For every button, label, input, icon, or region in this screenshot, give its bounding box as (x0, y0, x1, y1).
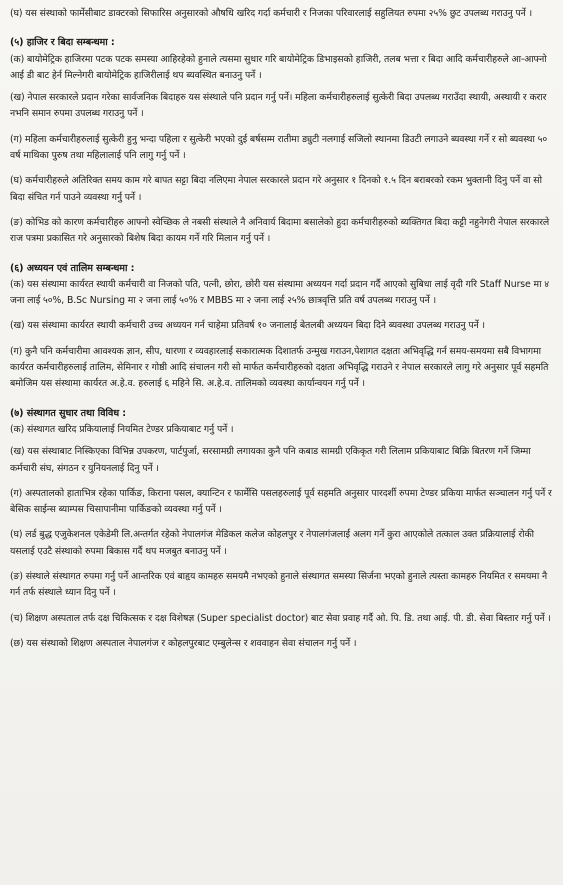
clause-5-gha: (घ) कर्मचारीहरुले अतिरिक्त समय काम गरे बापत सट्टा बिदा नलिएमा नेपाल सरकारले प्रदान गरे अनुसार १ दिनको १.५ दिन बराबरको रकम भुक्तानी दिनु पर्ने वा सो बिदा संचित गर्न पाउने व्यवस्था गर्नु पर्ने । (10, 175, 542, 203)
clause-5-ka: (क) बायोमेट्रिक हाजिरमा पटक पटक समस्या आहिरहेको हुनाले त्यसमा सुधार गरि बायोमेट्रिक डिभाइसको हाजिरी, तलब भत्ता र बिदा आदि कर्मचारीहरुले आ-आफ्नो आई डी बाट हेर्न मिल्नेगरी बायोमेट्रिक हाजिरीलाई थप ब्यवस्थित बनाउनु पर्ने । (10, 53, 547, 81)
clause-5-ga: (ग) महिला कर्मचारीहरुलाई सुत्केरी हुनु भन्दा पहिला र सुत्केरी भएको दुई बर्षसम्म रातीमा ड्युटी नलगाई सजिलो स्थानमा डिउटी लगाउने ब्यवस्था गर्ने र सो ब्यवस्था ५० वर्ष माथिका पुरुष तथा महिलालाई पनि लागु गर्नु पर्ने । (10, 133, 548, 162)
clause-7-kha: (ख) यस संस्थाबाट निस्किएका विभिन्न उपकरण, पार्टपुर्जा, सरसामग्री लगायका कुनै पनि कबाड सामग्री एकिकृत गरी लिलाम प्रकियाबाट बिक्रि बितरण गर्ने जिम्मा कर्मचारी संघ, संगठन र युनियनलाई दिनु पर्ने । (10, 446, 531, 474)
section-7-heading: (७) संस्थागत सुधार तथा विविध : (10, 407, 127, 419)
clause-7-chha: (छ) यस संस्थाको शिक्षण अस्पताल नेपालगंज र कोहलपुरबाट एम्बुलेन्स र शववाहन सेवा संचालन गर्नु पर्ने । (10, 637, 357, 649)
section-5-heading: (५) हाजिर र बिदा सम्बन्धमा : (10, 37, 115, 49)
clause-6-ga: (ग) कुनै पनि कर्मचारीमा आवश्यक ज्ञान, सीप, धारणा र व्यवहारलाई सकारात्मक दिशातर्फ उन्मुख गराउन,पेशागत दक्षता अभिवृद्धि गर्न समय-समयमा सबै विभागमा कार्यरत कर्मचारीहरुलाई तालिम, सेमिनार र गोष्ठी आदि संचालन गरी सो मार्फत कर्मचारीहरुको दक्षता अभिवृद्धि गराउने र नेपाल सरकारले लागु गरे अनुसार पूर्व सहमति बमोजिम यस संस्थामा कार्यरत अ.हे.व. हरुलाई ६ महिने सि. अ.हे.व. तालिमको व्यवस्था कार्यान्वयन गर्नु पर्ने । (10, 345, 549, 390)
clause-7-gha: (घ) लर्ड बुद्ध एजुकेशनल एकेडेमी लि.अन्तर्गत रहेको नेपालगंज मेडिकल कलेज कोहलपुर र नेपालगंजलाई अलग गर्ने कुरा आएकोले तत्काल उक्त प्रक्रियालाई रोकी यसलाई एउटै संस्थाको रुपमा बिकास गर्दै थप मजबुत बनाउनु पर्ने । (10, 529, 534, 557)
clause-7-nga: (ङ) संस्थाले संस्थागत रुपमा गर्नु पर्ने आन्तरिक एवं बाहृय कामहरु समयमै नभएको हुनाले संस्थागत समस्या सिर्जना भएको हुनाले त्यस्ता कामहरु नियमित र समयमा नै गर्न तर्फ संस्थाले ध्यान दिनु पर्ने । (10, 571, 548, 599)
clause-intro-gha: (घ) यस संस्थाको फार्मेसीबाट डाक्टरको सिफारिस अनुसारको औषधि खरिद गर्दा कर्मचारी र निजका परिवारलाई सहुलियत रुपमा २५% छुट उपलब्ध गराउनु पर्ने । (10, 8, 533, 19)
clause-6-kha: (ख) यस संस्थामा कार्यरत स्थायी कर्मचारी उच्च अध्ययन गर्न चाहेमा प्रतिवर्ष १० जनालाई बेतलबी अध्ययन बिदा दिने ब्यवस्था उपलब्ध गराउनु पर्ने । (10, 320, 485, 332)
section-6-heading: (६) अध्ययन एवं तालिम सम्बन्धमा : (10, 262, 135, 274)
clause-5-nga: (ङ) कोभिड को कारण कर्मचारीहरु आफ्नो स्वेच्छिक ले नबसी संस्थाले नै अनिवार्य बिदामा बसालेको हुदा कर्मचारीहरुको ब्यक्तिगत बिदा कट्टी नहुनेगरी नेपाल सरकारले राज पत्रमा प्रकासित गरे अनुसारको बिशेष बिदा कायम गर्ने गरि मिलान गर्नु पर्ने । (10, 216, 550, 245)
clause-5-kha: (ख) नेपाल सरकारले प्रदान गरेका सार्वजनिक बिदाहरु यस संस्थाले पनि प्रदान गर्नु पर्ने। महिला कर्मचारीहरुलाई सुत्केरी बिदा उपलब्ध गराउँदा स्थायी, अस्थायी र करार नभनि समान रुपमा उपलब्ध गराउनु पर्ने । (10, 92, 547, 120)
clause-6-ka: (क) यस संस्थामा कार्यरत स्थायी कर्मचारी वा निजको पति, पत्नी, छोरा, छोरी यस संस्थामा अध्ययन गर्दा प्रदान गर्दै आएको सुबिधा लाई वृदी गरि Staff Nurse मा ४ जना लाई ५०%, B.Sc Nursing मा २ जना लाई ५०% र MBBS मा २ जना लाई २५% छात्रवृत्ति प्रति वर्ष उपलब्ध गराउनु पर्ने । (10, 278, 549, 307)
clause-7-cha: (च) शिक्षण अस्पताल तर्फ दक्ष चिकित्सक र दक्ष विशेषज्ञ (Super specialist doctor) बाट सेवा प्रवाह गर्दै ओ. पि. डि. तथा आई. पी. डी. सेवा बिस्तार गर्नु पर्ने । (10, 612, 551, 624)
clause-7-ka: (क) संस्थागत खरिद प्रकियालाई नियमित टेण्डर प्रकियाबाट गर्नु पर्ने । (10, 423, 234, 435)
clause-7-ga: (ग) अस्पतालको हाताभित्र रहेका पार्किङ, किराना पसल, क्यान्टिन र फार्मेसि पसलहरुलाई पूर्व सहमति अनुसार पारदर्शी रुपमा टेण्डर प्रकिया मार्फत सञ्चालन गर्नु पर्ने र बेसिक साईन्स ब्याम्पस चिसापानीमा पार्किङको व्यवस्था गर्नु पर्ने । (10, 487, 552, 516)
